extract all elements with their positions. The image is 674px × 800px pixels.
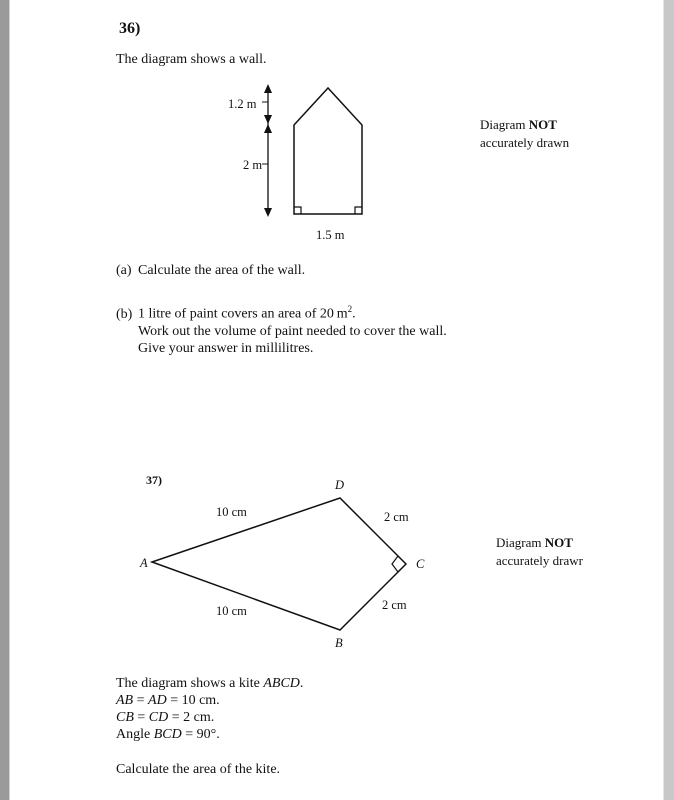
q36-part-a <box>116 263 305 279</box>
q36-number: 36) <box>119 20 141 37</box>
q36-intro: The diagram shows a wall. <box>116 52 267 67</box>
q36-part-b-line3: Give your answer in millilitres. <box>138 340 314 356</box>
right-frame-edge <box>664 0 674 800</box>
kite-label-dc: 2 cm <box>384 510 409 524</box>
q37-text3-it2: CD <box>148 710 169 725</box>
left-frame-line <box>9 0 10 800</box>
q37-text2-mid: = <box>133 693 149 708</box>
q36-note-bold: NOT <box>528 117 557 132</box>
wall-label-height-side: 2 m <box>243 158 263 172</box>
q37-note-line2: accurately drawr <box>496 553 583 568</box>
right-angle-mark-right <box>355 207 362 214</box>
kite-vertex-a: A <box>140 556 148 570</box>
q37-text1-pre: The diagram shows a kite <box>116 676 264 691</box>
q37-note-line1: Diagram <box>496 535 545 550</box>
q36-diagram-note <box>480 116 569 152</box>
q36-part-b-line1-sup: 2 <box>347 304 353 314</box>
q37-text4-pre: Angle <box>116 727 154 742</box>
kite-vertex-c: C <box>416 557 425 571</box>
q37-text3-post: = 2 cm. <box>168 710 215 725</box>
q36-part-b-line1-pre: 1 litre of paint covers an area of 20 m <box>138 306 348 322</box>
wall-label-width: 1.5 m <box>316 228 345 242</box>
wall-outline <box>294 88 362 214</box>
q37-text1-post: . <box>299 676 304 691</box>
q36-part-a-text: Calculate the area of the wall. <box>138 263 306 278</box>
q36-part-b-label: (b) <box>116 306 133 322</box>
q37-text2-it1: AB <box>116 693 134 708</box>
q37-text2-it2: AD <box>148 693 167 708</box>
kite-outline <box>152 498 406 630</box>
q37-text2-post: = 10 cm. <box>166 693 220 708</box>
q36-part-b-line1-post: . <box>352 306 356 322</box>
left-frame-edge <box>0 0 9 800</box>
q37-number: 37) <box>146 473 162 487</box>
arrow-bottom <box>264 208 272 217</box>
q36-note-line1: Diagram <box>480 117 529 132</box>
kite-vertex-d: D <box>335 478 345 492</box>
kite-label-ab: 10 cm <box>216 604 247 618</box>
q36-part-b <box>116 301 447 357</box>
right-frame-line <box>663 0 664 800</box>
kite-label-cb: 2 cm <box>382 598 407 612</box>
q36-part-b-line2: Work out the volume of paint needed to cover the wall. <box>138 323 447 339</box>
arrow-mid-down <box>264 124 272 133</box>
q37-question: Calculate the area of the kite. <box>116 762 281 777</box>
kite-label-ad: 10 cm <box>216 505 247 519</box>
kite-vertex-b: B <box>335 636 343 650</box>
right-angle-mark-left <box>294 207 301 214</box>
q37-text3-it1: CB <box>116 710 134 725</box>
q36-part-a-label: (a) <box>116 263 132 278</box>
arrow-mid-up <box>264 115 272 124</box>
q37-text4-post: = 90°. <box>181 727 220 742</box>
arrow-top <box>264 84 272 93</box>
q37-text-block <box>116 675 303 743</box>
q37-text1-it: ABCD <box>263 676 300 691</box>
q37-diagram-note <box>496 534 583 570</box>
q37-text3-mid: = <box>133 710 149 725</box>
q37-note-bold: NOT <box>544 535 573 550</box>
q37-text4-it: BCD <box>153 727 182 742</box>
wall-label-height-top: 1.2 m <box>228 97 257 111</box>
kite-right-angle-mark <box>392 556 398 572</box>
q36-note-line2: accurately drawn <box>480 135 570 150</box>
